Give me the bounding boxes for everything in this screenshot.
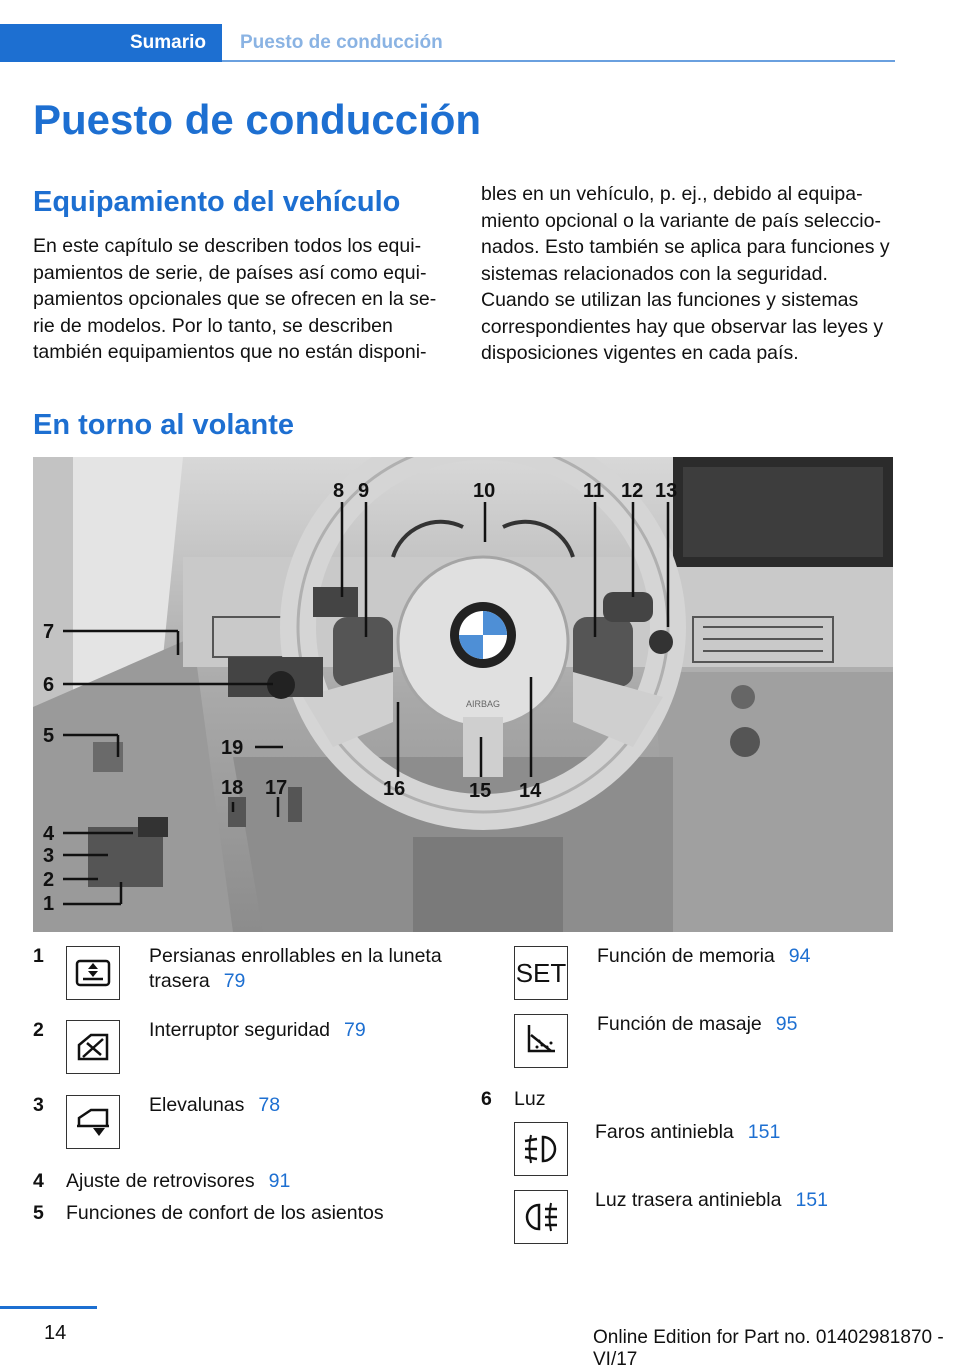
paragraph-col1: En este capítulo se describen todos los equi- pamientos de serie, de países así como equi- pamientos opcionales que se ofrecen en la se- rie de modelos. Por lo tanto, se describen también equipamientos que no están disponi-	[33, 235, 437, 363]
section-title-equipamiento: Equipamiento del vehículo	[33, 186, 401, 218]
callout-19: 19	[221, 737, 244, 759]
page-link[interactable]: 91	[268, 1170, 291, 1192]
callout-13: 13	[655, 480, 678, 502]
rear-blind-icon	[66, 946, 120, 1000]
callout-14: 14	[519, 780, 542, 802]
page-link[interactable]: 78	[258, 1094, 281, 1116]
cockpit-photo	[33, 457, 893, 932]
front-fog-icon	[514, 1122, 568, 1176]
page-link[interactable]: 95	[775, 1013, 798, 1035]
callout-1: 1	[43, 893, 55, 915]
callout-12: 12	[621, 480, 644, 502]
page-link[interactable]: 79	[344, 1019, 366, 1041]
callout-2: 2	[43, 869, 55, 891]
footer-divider	[0, 1306, 97, 1309]
callout-4: 4	[43, 823, 55, 845]
callout-18: 18	[221, 777, 244, 799]
massage-icon	[514, 1014, 568, 1068]
top-navigation	[0, 24, 895, 62]
paragraph-col2: bles en un vehículo, p. ej., debido al equipa- miento opcional o la variante de país seleccio- nados. Esto también se aplica para funciones y sistemas relacionados con la seguridad. Cuando se utilizan las funciones y sistemas correspondientes hay que observar las leyes y disposiciones vigentes en cada país.	[481, 183, 890, 364]
page-link[interactable]: 151	[747, 1121, 781, 1143]
window-safety-icon	[66, 1020, 120, 1074]
callout-9: 9	[358, 480, 370, 502]
callout-15: 15	[469, 780, 492, 802]
callout-5: 5	[43, 725, 55, 747]
callout-11: 11	[583, 480, 605, 502]
callout-3: 3	[43, 845, 55, 867]
callout-7: 7	[43, 621, 55, 643]
page-title: Puesto de conducción	[33, 96, 482, 143]
cockpit-illustration	[33, 457, 893, 932]
section-title-volante: En torno al volante	[33, 409, 295, 441]
page-link[interactable]: 151	[795, 1189, 828, 1211]
set-icon: SET	[514, 946, 568, 1000]
header-divider	[222, 60, 895, 62]
callout-8: 8	[333, 480, 345, 502]
callout-17: 17	[265, 777, 288, 799]
edition-note: Online Edition for Part no. 01402981870 - VI/17	[593, 1327, 944, 1370]
tab-sumario[interactable]: Sumario	[0, 24, 222, 62]
window-lift-icon	[66, 1095, 120, 1149]
airbag-label: AIRBAG	[465, 699, 501, 709]
page-link[interactable]: 94	[788, 945, 811, 967]
page-number: 14	[44, 1322, 67, 1344]
tab-puesto-de-conduccion[interactable]: Puesto de conducción	[240, 32, 443, 53]
callout-16: 16	[383, 778, 406, 800]
callout-10: 10	[473, 480, 496, 502]
rear-fog-icon	[514, 1190, 568, 1244]
callout-6: 6	[43, 674, 55, 696]
page-link[interactable]: 79	[223, 970, 246, 992]
